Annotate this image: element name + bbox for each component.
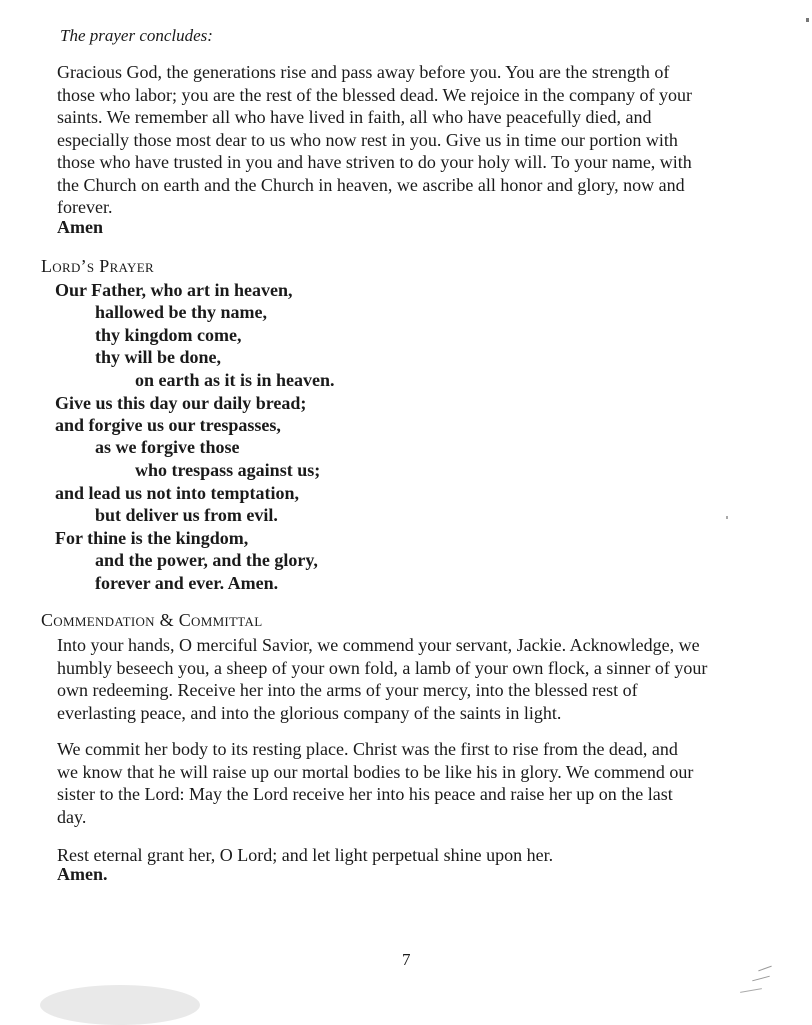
prayer-line: forever and ever. Amen. — [95, 573, 279, 593]
text-line: Into your hands, O merciful Savior, we commend your servant, Jackie. Acknowledge, we — [57, 635, 700, 655]
prayer-line: who trespass against us; — [135, 460, 321, 480]
closing-prayer-paragraph — [57, 61, 789, 219]
text-line: those who have trusted in you and have striven to do your holy will. To your name, with — [57, 152, 692, 172]
scan-mark — [740, 988, 762, 993]
prayer-line: and the power, and the glory, — [95, 550, 318, 570]
text-line: we know that he will raise up our mortal bodies to be like his in glory. We commend our — [57, 761, 694, 782]
commendation-heading: Commendation & Committal — [41, 610, 263, 630]
rest-eternal-paragraph — [57, 844, 789, 867]
scan-speck — [806, 18, 809, 22]
prayer-line: on earth as it is in heaven. — [135, 370, 335, 390]
text-line: sister to the Lord: May the Lord receive her into his peace and raise her up on the last — [57, 784, 673, 804]
prayer-line: Our Father, who art in heaven, — [55, 280, 293, 300]
text-line: humbly beseech you, a sheep of your own fold, a lamb of your own flock, a sinner of your — [57, 657, 708, 678]
prayer-line: and forgive us our trespasses, — [55, 415, 281, 435]
prayer-intro: The prayer concludes: — [60, 26, 213, 45]
text-line: saints. We remember all who have lived in faith, all who have peacefully died, and — [57, 107, 652, 127]
prayer-line: and lead us not into temptation, — [55, 483, 300, 503]
prayer-line: thy will be done, — [95, 347, 222, 367]
text-line: We commit her body to its resting place. Christ was the first to rise from the dead, and — [57, 739, 678, 759]
text-line: everlasting peace, and into the glorious company of the saints in light. — [57, 702, 562, 723]
lords-prayer-heading: Lord’s Prayer — [41, 256, 154, 276]
prayer-line: but deliver us from evil. — [95, 505, 278, 525]
text-line: those who labor; you are the rest of the blessed dead. We rejoice in the company of your — [57, 84, 693, 105]
text-line: Gracious God, the generations rise and pass away before you. You are the strength of — [57, 62, 670, 82]
text-line: own redeeming. Receive her into the arms of your mercy, into the blessed rest of — [57, 680, 638, 700]
committal-paragraph — [57, 738, 789, 828]
text-line: Rest eternal grant her, O Lord; and let light perpetual shine upon her. — [57, 845, 554, 865]
text-line: day. — [57, 806, 87, 827]
scan-smudge — [40, 985, 200, 1025]
text-line: especially those most dear to us who now rest in you. Give us in time our portion with — [57, 129, 678, 150]
text-line: forever. — [57, 197, 113, 217]
scan-mark — [758, 966, 771, 972]
prayer-line: For thine is the kingdom, — [55, 528, 249, 548]
scan-speck — [726, 516, 728, 519]
scan-mark — [752, 976, 770, 982]
committal-amen: Amen. — [57, 864, 108, 884]
prayer-line: as we forgive those — [95, 437, 240, 457]
prayer-line: thy kingdom come, — [95, 325, 242, 345]
prayer-line: hallowed be thy name, — [95, 302, 268, 322]
prayer-line: Give us this day our daily bread; — [55, 393, 307, 413]
closing-prayer-amen: Amen — [57, 217, 103, 237]
commendation-paragraph — [57, 634, 789, 724]
page-number: 7 — [402, 950, 411, 969]
text-line: the Church on earth and the Church in heaven, we ascribe all honor and glory, now and — [57, 174, 685, 195]
